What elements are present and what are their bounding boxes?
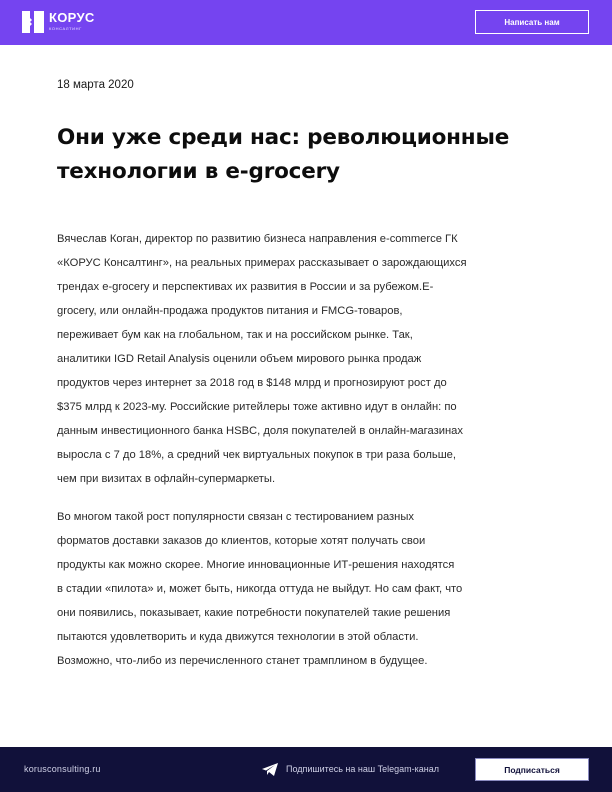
text-line: выросла с 7 до 18%, а средний чек виртуальных покупок в три раза больше, xyxy=(57,449,457,461)
title-line: Они уже среди нас: революционные xyxy=(57,125,510,150)
text-line: чем при визитах в офлайн-супермаркеты. xyxy=(57,473,276,485)
text-line: переживает бум как на глобальном, так и на российском рынке. Так, xyxy=(57,329,413,341)
telegram-subscribe-text[interactable]: Подпишитесь на наш Telegam-канал xyxy=(286,764,439,774)
text-line: трендах e-grocery и перспективах их развития в России и за рубежом.E- xyxy=(57,281,434,293)
text-line: Возможно, что-либо из перечисленного станет трамплином в будущее. xyxy=(57,655,428,667)
logo-subtitle: КОНСАЛТИНГ xyxy=(49,26,82,31)
article-date: 18 марта 2020 xyxy=(57,79,134,91)
logo-name: КОРУС xyxy=(49,10,95,25)
korus-logo-icon xyxy=(22,11,44,33)
title-line: технологии в e-grocery xyxy=(57,159,340,184)
text-line: Вячеслав Коган, директор по развитию бизнеса направления e-commerce ГК xyxy=(57,233,458,245)
article-title xyxy=(57,121,557,189)
article-paragraph-1 xyxy=(57,227,557,491)
article-paragraph-2 xyxy=(57,505,557,673)
korus-logo[interactable] xyxy=(22,11,95,33)
text-line: данным инвестиционного банка HSBC, доля покупателей в онлайн-магазинах xyxy=(57,425,463,437)
site-link[interactable]: korusconsulting.ru xyxy=(24,764,101,774)
text-line: продуктов через интернет за 2018 год в $148 млрд и прогнозируют рост до xyxy=(57,377,447,389)
telegram-icon[interactable] xyxy=(262,763,278,776)
text-line: $375 млрд к 2023-му. Российские ритейлеры тоже активно идут в онлайн: по xyxy=(57,401,457,413)
text-line: продукты как можно скорее. Многие инновационные ИТ-решения находятся xyxy=(57,559,455,571)
footer xyxy=(0,747,612,792)
text-line: они появились, показывает, какие потребности покупателей такие решения xyxy=(57,607,451,619)
text-line: grocery, или онлайн-продажа продуктов питания и FMCG-товаров, xyxy=(57,305,403,317)
text-line: форматов доставки заказов до клиентов, которые хотят получать свои xyxy=(57,535,426,547)
text-line: в стадии «пилота» и, может быть, никогда оттуда не выйдут. Но сам факт, что xyxy=(57,583,463,595)
contact-us-button[interactable]: Написать нам xyxy=(475,10,589,34)
subscribe-button[interactable]: Подписаться xyxy=(475,758,589,781)
text-line: аналитики IGD Retail Analysis оценили объем мирового рынка продаж xyxy=(57,353,422,365)
text-line: пытаются удовлетворить и куда движутся технологии в этой области. xyxy=(57,631,419,643)
header xyxy=(0,0,612,45)
text-line: «КОРУС Консалтинг», на реальных примерах рассказывает о зарождающихся xyxy=(57,257,467,269)
text-line: Во многом такой рост популярности связан с тестированием разных xyxy=(57,511,414,523)
